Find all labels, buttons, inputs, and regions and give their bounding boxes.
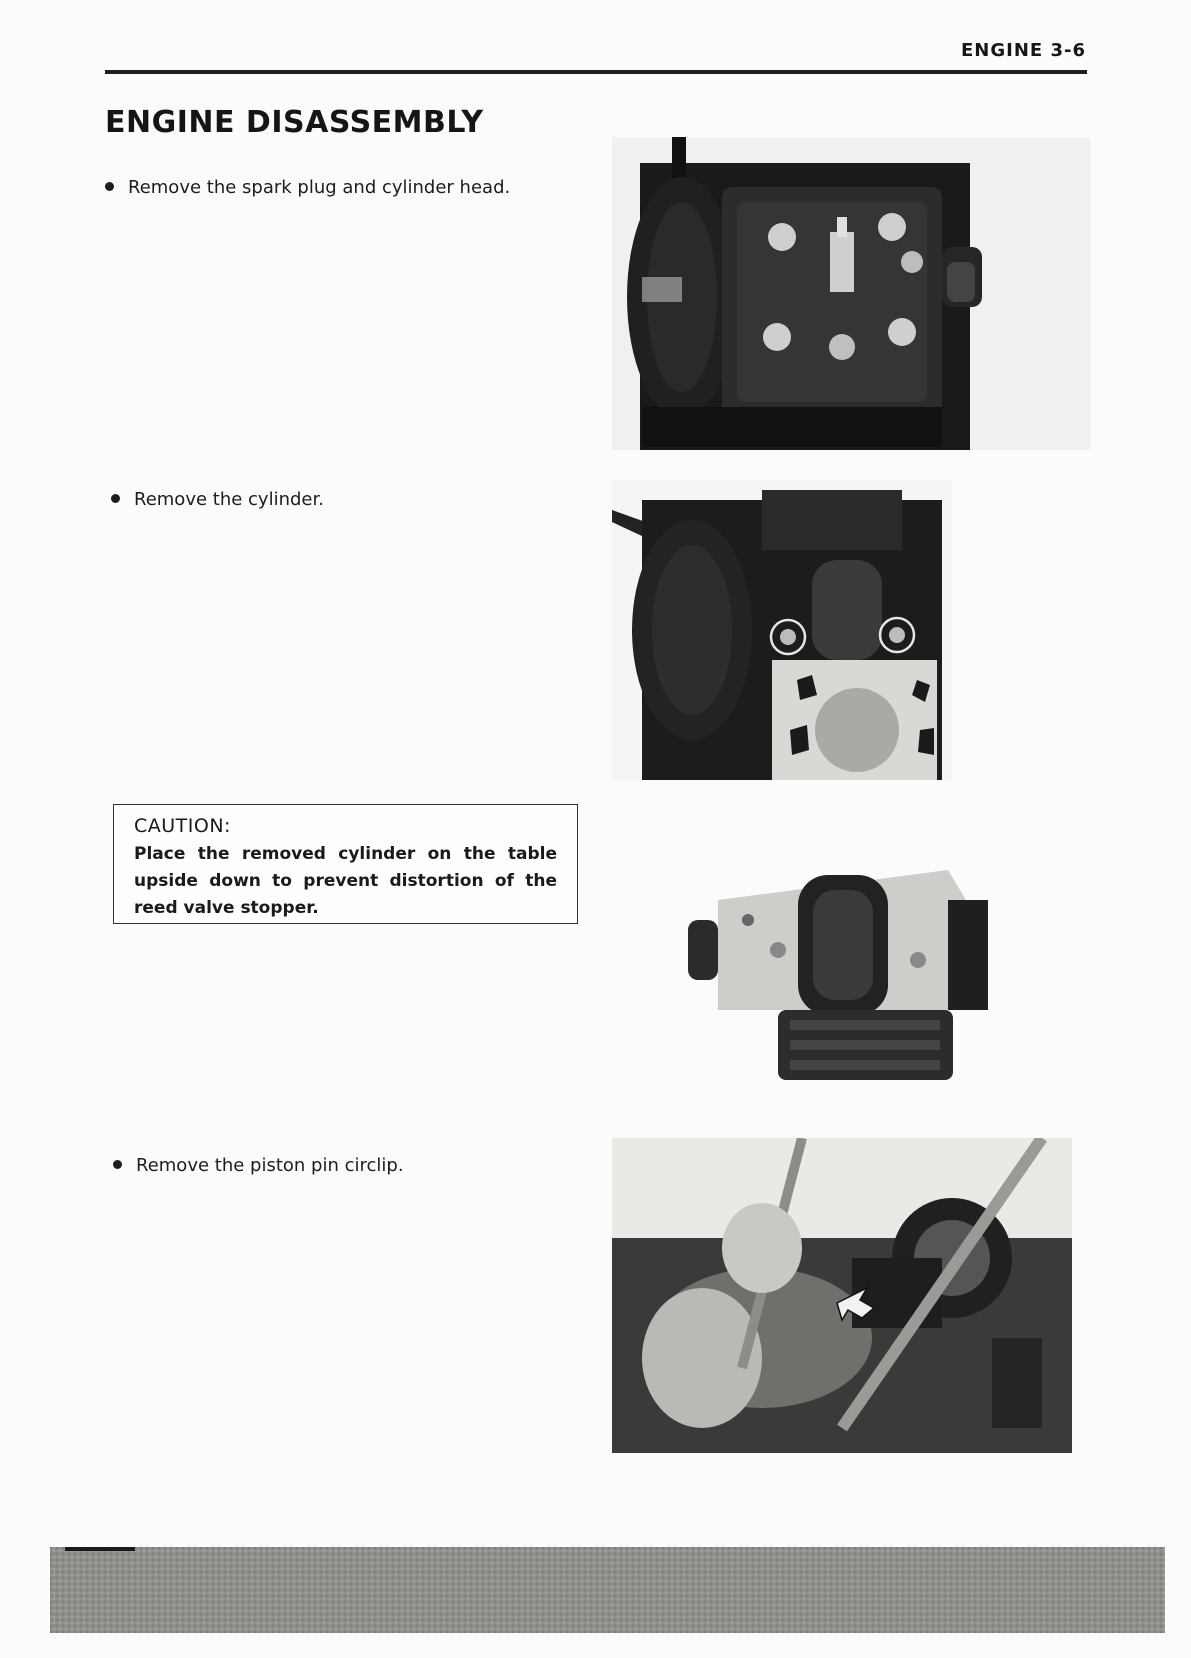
- photo-cylinder-removal: [612, 480, 952, 780]
- step-text: Remove the spark plug and cylinder head.: [128, 177, 511, 198]
- caution-heading: CAUTION:: [134, 815, 231, 837]
- step-text: Remove the cylinder.: [134, 489, 324, 510]
- step-remove-piston-pin-circlip: [113, 1155, 404, 1176]
- photo-cylinder-head: [612, 137, 1090, 450]
- section-title: ENGINE DISASSEMBLY: [105, 105, 484, 140]
- header-rule: [105, 70, 1087, 74]
- photo-piston-pin-circlip: [612, 1138, 1072, 1453]
- footer-band: [50, 1547, 1165, 1633]
- bullet-icon: [111, 494, 120, 503]
- step-text: Remove the piston pin circlip.: [136, 1155, 404, 1176]
- page-section-label: ENGINE 3-6: [961, 40, 1086, 61]
- caution-text: Place the removed cylinder on the table upside down to prevent distortion of the reed valve stopper.: [134, 844, 557, 918]
- step-remove-cylinder-head: [105, 177, 510, 198]
- caution-box: [113, 804, 578, 924]
- bullet-icon: [113, 1160, 122, 1169]
- step-remove-cylinder: [111, 489, 324, 510]
- photo-cylinder-upside-down: [678, 860, 998, 1085]
- bullet-icon: [105, 182, 114, 191]
